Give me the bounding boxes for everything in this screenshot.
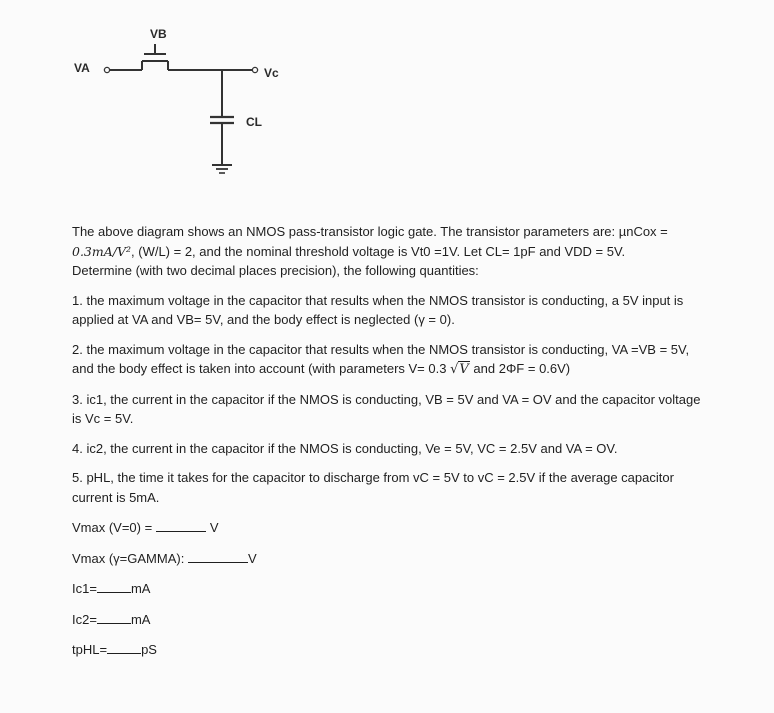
- answer-vmax-gamma: [72, 549, 257, 580]
- answer-unit: pS: [141, 642, 157, 657]
- nmos-pass-transistor-diagram: [60, 22, 300, 182]
- answer-label: Vmax (γ=GAMMA):: [72, 550, 185, 566]
- q2-text-a: 2. the maximum voltage in the capacitor that results when the NMOS transistor is conducting, VA =VB = 5V, and the body effect is taken into account (with parameters V= 0.3: [72, 341, 690, 376]
- question-1: 1. the maximum voltage in the capacitor that results when the NMOS transistor is conducting, a 5V input is applied at VA and VB= 5V, and the body effect is neglected (γ = 0).: [72, 292, 684, 327]
- question-4: 4. ic2, the current in the capacitor if the NMOS is conducting, Ve = 5V, VC = 2.5V and VA = OV.: [72, 440, 618, 456]
- answer-vmax-no-body: [72, 518, 257, 549]
- answer-ic1: [72, 579, 257, 610]
- intro-paragraph: [72, 222, 712, 281]
- question-5: 5. pHL, the time it takes for the capacitor to discharge from vC = 5V to vC = 2.5V if the average capacitor current is 5mA.: [72, 470, 674, 505]
- intro-text-b: , (W/L) = 2, and the nominal threshold voltage is Vt0 =1V. Let CL= 1pF and VDD = 5V.: [131, 243, 626, 259]
- answer-label: Ic2=: [72, 611, 97, 627]
- vc-terminal: [252, 67, 257, 72]
- intro-math: 0.3mA/V²: [72, 243, 132, 259]
- q2-text-b: and 2ΦF = 0.6V): [473, 361, 571, 376]
- va-terminal: [104, 67, 109, 72]
- sqrt-radicand: V: [459, 362, 469, 377]
- answer-unit: V: [247, 550, 257, 566]
- answer-tphl: [72, 640, 257, 671]
- answer-blank[interactable]: [156, 518, 206, 532]
- answer-label: Ic1=: [72, 581, 97, 596]
- vc-label: Vc: [264, 66, 279, 80]
- answer-fields: [72, 518, 257, 671]
- question-2: [72, 340, 712, 380]
- intro-text-c: Determine (with two decimal places precision), the following quantities:: [72, 263, 479, 278]
- answer-unit: mA: [130, 611, 151, 627]
- sqrt-v: √V: [450, 362, 469, 377]
- answer-blank[interactable]: [188, 549, 248, 563]
- vb-label: VB: [150, 27, 167, 41]
- answer-blank[interactable]: [97, 610, 131, 624]
- answer-unit: mA: [130, 581, 151, 596]
- answer-unit: V: [209, 520, 219, 535]
- answer-ic2: [72, 610, 257, 641]
- cl-label: CL: [246, 115, 262, 129]
- answer-label: tpHL=: [72, 642, 108, 657]
- answer-label: Vmax (V=0) =: [72, 520, 153, 535]
- answer-blank[interactable]: [97, 579, 131, 593]
- question-3: 3. ic1, the current in the capacitor if the NMOS is conducting, VB = 5V and VA = OV and the capacitor voltage is Vc = 5V.: [72, 391, 701, 426]
- intro-text-a: The above diagram shows an NMOS pass-transistor logic gate. The transistor parameters are: µnCox =: [72, 224, 668, 239]
- problem-statement: [72, 222, 712, 517]
- answer-blank[interactable]: [107, 640, 141, 654]
- va-label: VA: [74, 61, 90, 75]
